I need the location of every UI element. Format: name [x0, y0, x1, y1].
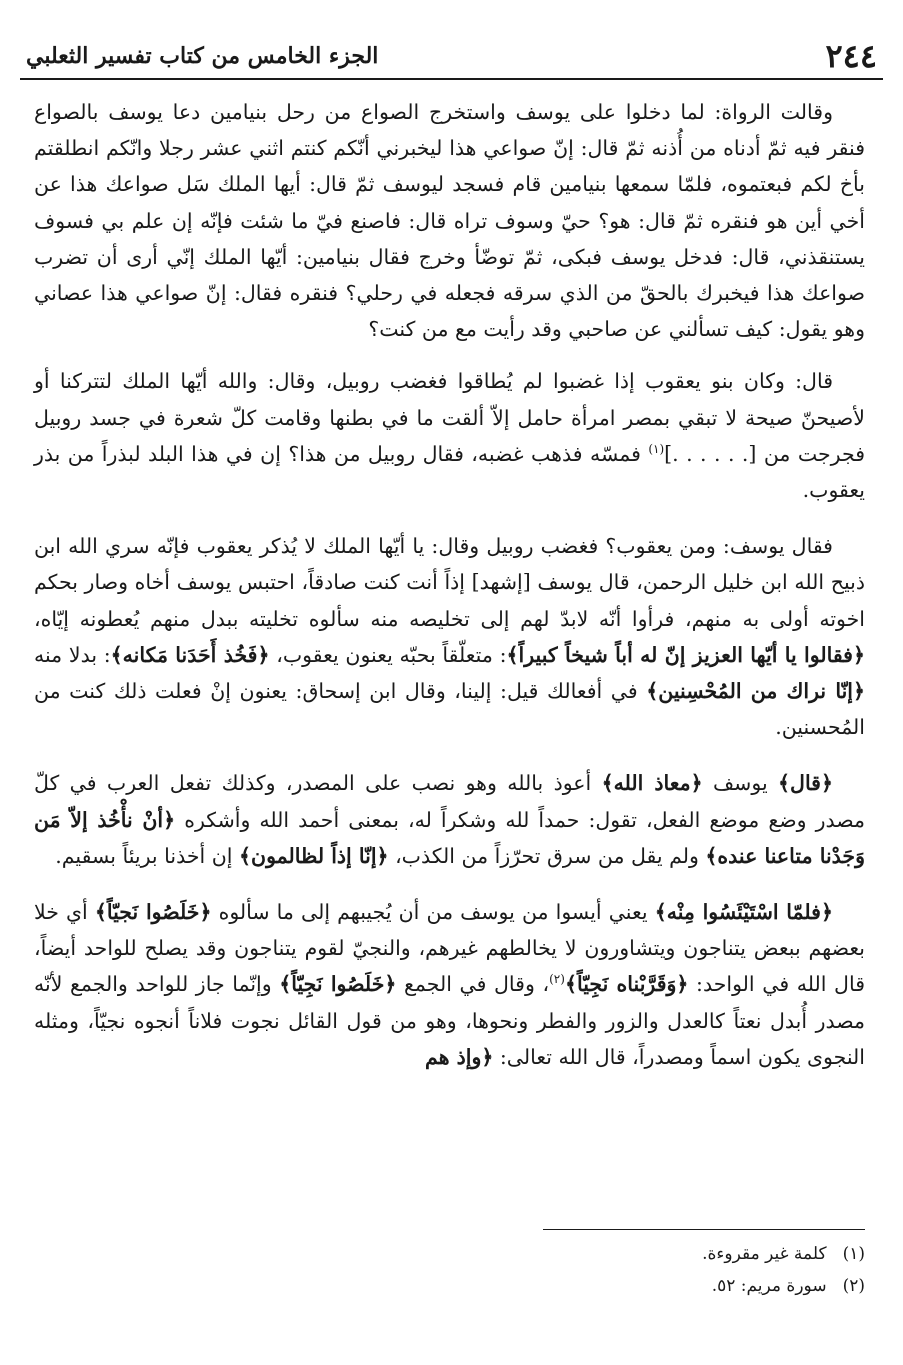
paragraph: [34, 894, 865, 1075]
text-segment: أي خلا بعضهم ببعض يتناجون ويتشاورون لا يخالطهم غيرهم، والنجيّ لقوم يتناجون وقد يصلح للواحد أيضاً، قال الله في الواحد:: [34, 900, 865, 997]
footnote-text: سورة مريم: ٥٢.: [711, 1276, 827, 1296]
quran-quote: ﴿وإذ هم: [425, 1044, 494, 1069]
footnote-number: (١): [842, 1244, 865, 1264]
text-segment: يعني أيسوا من يوسف من أن يُجيبهم إلى ما سألوه: [211, 900, 655, 925]
quran-quote: ﴿خَلَصُوا نَجِيّاً﴾: [279, 972, 397, 997]
quran-quote: ﴿خَلَصُوا نَجيّاً﴾: [94, 900, 212, 925]
quran-quote: ﴿قال﴾: [778, 771, 833, 796]
text-segment: : بدلا منه: [34, 642, 111, 667]
footnote-reference: (١): [648, 442, 665, 456]
text-segment: ، وقال في الجمع: [396, 972, 550, 997]
paragraph: [34, 94, 865, 347]
quran-quote: ﴿فلمّا اسْتَيْئَسُوا مِنْه﴾: [654, 900, 833, 925]
page-header: [20, 34, 883, 80]
page-number: ٢٤٤: [825, 37, 877, 75]
text-segment: في أفعالك قيل: إلينا، وقال ابن إسحاق: يعنون إنْ فعلت ذلك كنت من المُحسنين.: [34, 679, 865, 740]
main-text: [34, 94, 865, 1095]
quran-quote: ﴿معاذ الله﴾: [601, 771, 703, 796]
quran-quote: ﴿أنْ نأْخُذ إلاّ مَن وَجَدْنا متاعنا عنده﴾: [34, 807, 865, 868]
paragraph: [34, 765, 865, 874]
text-segment: قال: وكان بنو يعقوب إذا غضبوا لم يُطاقوا فغضب روبيل، وقال: والله أيّها الملك لتتركنا أو لأصيحنّ صيحة لا تبقي بمصر امرأة حامل إلاّ ألقت ما في بطنها وقامت كلّ شعرة في جسد روبيل فجرجت من [. . . . . .]: [34, 369, 865, 466]
footnote: [34, 1238, 865, 1270]
text-segment: وإنّما جاز للواحد والجمع لأنّه مصدر أُبدل نعتاً كالعدل والزور والفطر ونحوها، وهو من قول القائل نجوت فلاناً أنجوه نجيّاً، ومثله النجوى يكون اسماً ومصدراً، قال الله تعالى:: [34, 972, 865, 1069]
text-segment: إن أخذنا بريئاً بسقيم.: [55, 843, 240, 868]
text-segment: فقال يوسف: ومن يعقوب؟ فغضب روبيل وقال: يا أيّها الملك لا يُذكر يعقوب فإنّه سري الله ابن ذبيح الله ابن خليل الرحمن، قال يوسف [إشهد] إذاً أنت كنت صادقاً، احتبس يوسف أخاه وصار بحكم اخوته أولى به منهم، فرأوا أنّه لابدّ لهم إلى تخليصه منه سألوه تخليته ببدل منهم يُعطونه إيّاه،: [34, 534, 865, 631]
quran-quote: ﴿إنّا إذاً لظالمون﴾: [239, 843, 389, 868]
paragraph: [34, 528, 865, 745]
footnote-divider: [543, 1229, 865, 1230]
text-segment: فمسّه فذهب غضبه، فقال روبيل من هذا؟ إن في هذا البلد لبذراً من بذر يعقوب.: [34, 441, 865, 503]
text-segment: ولم يقل من سرق تحرّزاً من الكذب،: [388, 843, 706, 868]
footnote: [34, 1270, 865, 1302]
quran-quote: ﴿إنّا نراك من المُحْسِنين﴾: [646, 679, 865, 704]
quran-quote: ﴿وَقَرَّبْناه نَجِيّاً﴾: [564, 972, 689, 997]
footnote-text: كلمة غير مقروءة.: [702, 1244, 827, 1264]
running-title: الجزء الخامس من كتاب تفسير الثعلبي: [26, 43, 379, 69]
text-segment: وقالت الرواة: لما دخلوا على يوسف واستخرج الصواع من رحل بنيامين دعا يوسف بالصواع فنقر فيه ثمّ أدناه من أُذنه ثمّ قال: إنّ صواعي هذا ليخبرني أنّكم كنتم اثني عشر رجلا وانّكم انطلقتم بأخ لكم فبعتموه، فلمّا سمعها بنيامين قام فسجد ليوسف ثمّ قال: أيها الملك سَل صواعك هذا عن أخي أين هو فنقره ثمّ قال: هو؟ حيّ وسوف تراه قال: فاصنع فيّ ما شئت فإنّه إن علم بي فسوف يستنقذني، قال: فدخل يوسف فبكى، ثمّ توضّأ وخرج فقال بنيامين: أيّها الملك إنّي أرى أن تضرب صواعك هذا فيخبرك بالحقّ من الذي سرقه فجعله في رحلي؟ فنقره فقال: إنّ صواعي هذا عصاني وهو يقول: كيف تسألني عن صاحبي وقد رأيت مع من كنت؟: [34, 100, 865, 342]
quran-quote: ﴿فقالوا يا أيّها العزيز إنّ له أباً شيخاً كبيراً﴾: [506, 642, 865, 667]
paragraph: [34, 363, 865, 508]
footnotes: [34, 1238, 865, 1302]
text-segment: يوسف: [702, 771, 779, 796]
text-segment: أعوذ بالله وهو نصب على المصدر، وكذلك تفعل العرب في كلّ مصدر وضع موضع الفعل، تقول: حمداً لله وشكراً له، بمعنى أحمد الله وأشكره: [34, 771, 866, 832]
footnote-number: (٢): [842, 1276, 865, 1296]
footnote-reference: (٢): [549, 972, 565, 987]
quran-quote: ﴿فَخُذ أَحَدَنا مَكانه﴾: [110, 642, 270, 667]
text-segment: : متعلّقاً بحبّه يعنون يعقوب،: [269, 642, 507, 667]
